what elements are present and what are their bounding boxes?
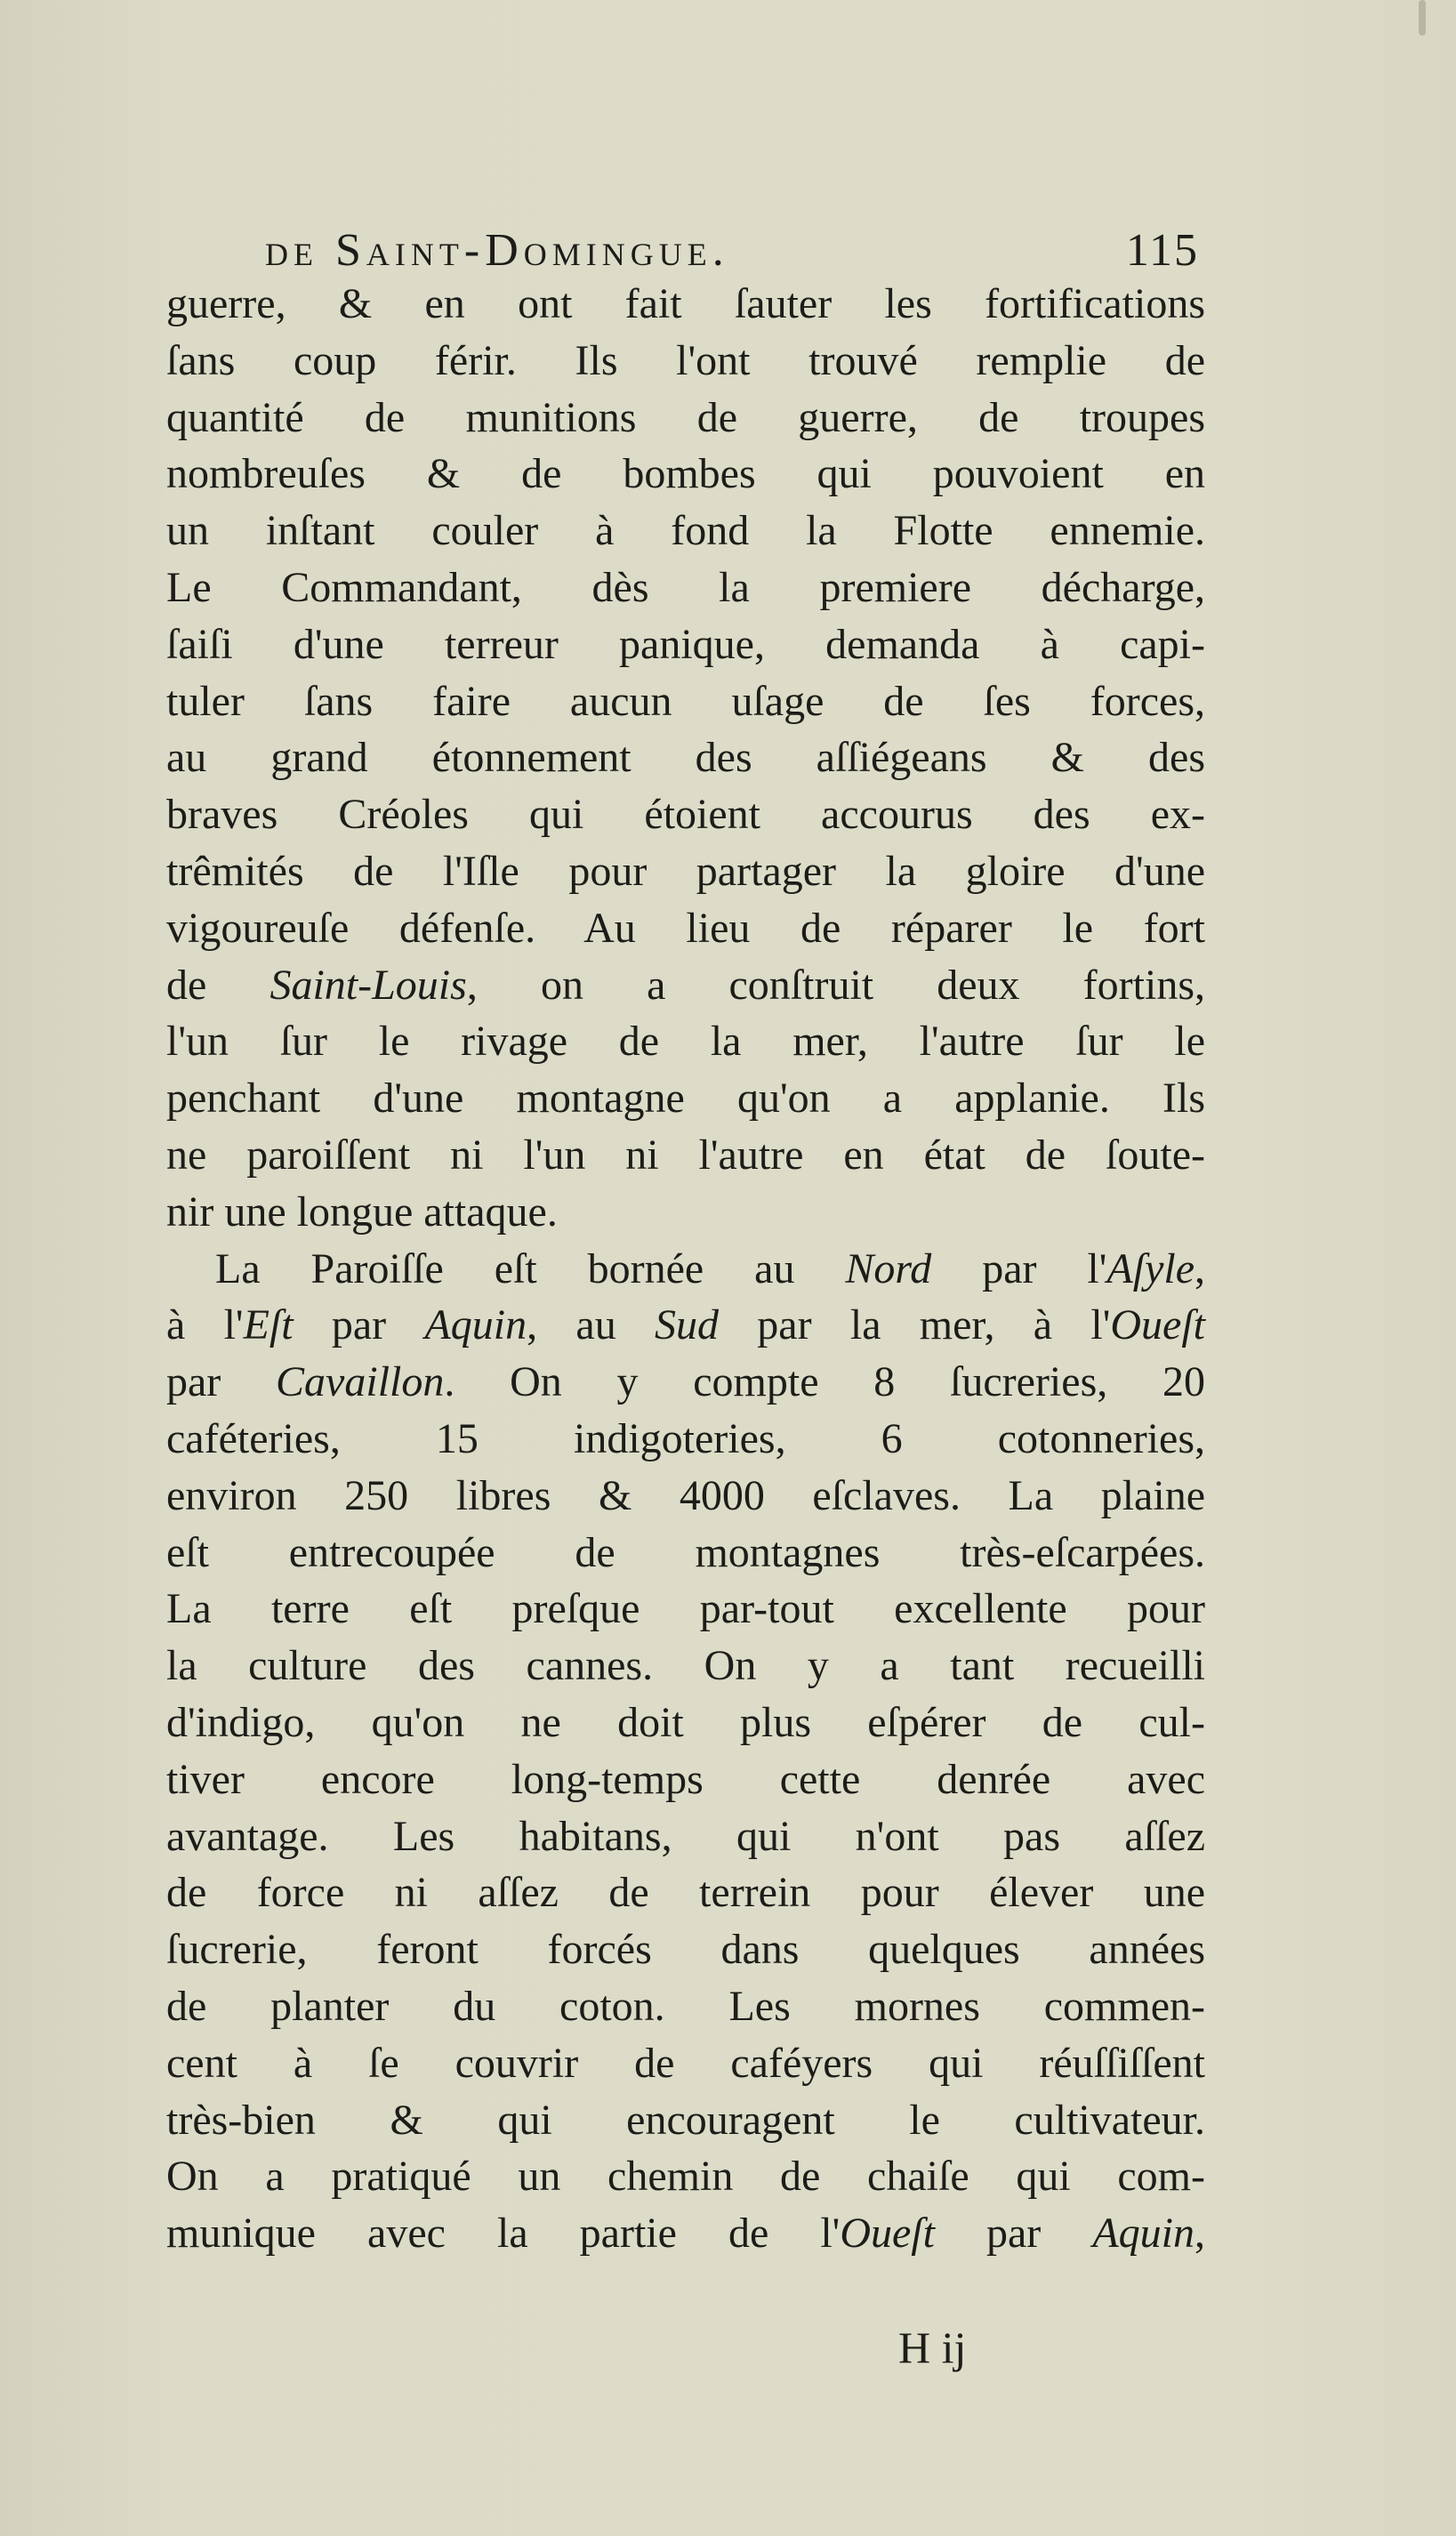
- text-segment: . On y compte 8 ſucreries, 20: [444, 1358, 1205, 1406]
- text-segment: par la mer, à l': [719, 1301, 1111, 1349]
- text-line: [166, 729, 1205, 786]
- text-line: [166, 2092, 1205, 2149]
- text-segment: ,: [1195, 2210, 1205, 2258]
- text-line: [166, 390, 1205, 447]
- text-segment: nir une longue attaque.: [166, 1187, 558, 1236]
- text-segment: La terre eſt preſque par-tout excellente pour: [166, 1585, 1205, 1633]
- text-segment: On a pratiqué un chemin de chaiſe qui com-: [166, 2153, 1205, 2201]
- italic-place-name: Aquin: [1092, 2210, 1195, 2258]
- text-segment: la culture des cannes. On y a tant recueilli: [166, 1642, 1205, 1690]
- italic-place-name: Cavaillon: [276, 1358, 445, 1406]
- text-segment: braves Créoles qui étoient accourus des ex-: [166, 791, 1205, 839]
- italic-place-name: Saint-Louis: [269, 961, 467, 1009]
- text-line: [166, 1525, 1205, 1582]
- text-line: [166, 1184, 1205, 1241]
- italic-place-name: Aquin: [424, 1301, 527, 1349]
- page-number: 115: [1125, 225, 1199, 276]
- text-segment: environ 250 libres & 4000 eſclaves. La plaine: [166, 1471, 1205, 1519]
- text-line: [166, 673, 1205, 730]
- text-line: [166, 1411, 1205, 1468]
- text-line: [166, 900, 1205, 957]
- text-segment: penchant d'une montagne qu'on a applanie. Ils: [166, 1075, 1205, 1123]
- text-segment: par: [166, 1358, 277, 1406]
- text-segment: trêmités de l'Iſle pour partager la gloire d'une: [166, 847, 1205, 895]
- text-line: [166, 1354, 1205, 1411]
- body-text: [166, 276, 1205, 2262]
- text-line: [166, 957, 1205, 1014]
- italic-place-name: Aſyle: [1106, 1244, 1195, 1292]
- page-blemish: [1419, 0, 1426, 36]
- italic-place-name: Oueſt: [840, 2210, 935, 2258]
- text-line: [166, 2205, 1205, 2262]
- text-segment: au grand étonnement des aſſiégeans & des: [166, 734, 1205, 782]
- running-title: de Saint-Domingue.: [265, 225, 729, 276]
- text-line: [166, 1978, 1205, 2035]
- text-line: [166, 1751, 1205, 1808]
- text-segment: ſans coup férir. Ils l'ont trouvé remplie de: [166, 336, 1205, 384]
- italic-place-name: Oueſt: [1110, 1301, 1206, 1349]
- text-segment: quantité de munitions de guerre, de troupes: [166, 393, 1205, 441]
- text-line: [166, 786, 1205, 843]
- text-segment: d'indigo, qu'on ne doit plus eſpérer de cul-: [166, 1698, 1205, 1746]
- text-line: [166, 843, 1205, 900]
- text-line: [166, 1695, 1205, 1751]
- text-segment: caféteries, 15 indigoteries, 6 cotonneries,: [166, 1414, 1205, 1462]
- text-segment: un inſtant couler à fond la Flotte ennemie.: [166, 507, 1205, 555]
- text-line: [166, 503, 1205, 560]
- signature-mark: H ij: [898, 2323, 967, 2372]
- text-segment: Le Commandant, dès la premiere décharge,: [166, 563, 1205, 611]
- italic-place-name: Sud: [655, 1301, 719, 1349]
- text-line: [166, 1864, 1205, 1921]
- text-segment: très-bien & qui encouragent le cultivateur.: [166, 2096, 1205, 2144]
- text-line: [166, 1921, 1205, 1978]
- text-segment: , on a conſtruit deux fortins,: [466, 961, 1205, 1009]
- text-line: [166, 1070, 1205, 1127]
- text-line: [166, 2148, 1205, 2205]
- text-segment: de planter du coton. Les mornes commen-: [166, 1982, 1205, 2030]
- text-line: [166, 1468, 1205, 1525]
- text-line: [166, 1013, 1205, 1070]
- text-line: [166, 2035, 1205, 2092]
- text-line: [166, 616, 1205, 673]
- text-line: [166, 560, 1205, 616]
- text-segment: tiver encore long-temps cette denrée avec: [166, 1755, 1205, 1803]
- text-line: [166, 1297, 1205, 1354]
- text-line: [166, 1581, 1205, 1638]
- text-segment: guerre, & en ont fait ſauter les fortifications: [166, 280, 1205, 327]
- text-segment: à l': [166, 1301, 244, 1349]
- text-line: [166, 1808, 1205, 1865]
- text-segment: ,: [1195, 1244, 1206, 1292]
- text-line: [166, 1241, 1205, 1298]
- text-line: [166, 276, 1205, 333]
- text-line: [166, 333, 1205, 390]
- text-segment: vigoureuſe défenſe. Au lieu de réparer le fort: [166, 904, 1205, 952]
- text-segment: ſaiſi d'une terreur panique, demanda à capi-: [166, 620, 1205, 668]
- text-segment: nombreuſes & de bombes qui pouvoient en: [166, 450, 1205, 498]
- text-segment: de: [166, 961, 270, 1009]
- text-segment: munique avec la partie de l': [166, 2210, 841, 2258]
- text-segment: par: [934, 2210, 1093, 2258]
- text-segment: par l': [931, 1244, 1107, 1292]
- text-line: [166, 446, 1205, 503]
- text-segment: avantage. Les habitans, qui n'ont pas aſſez: [166, 1812, 1205, 1860]
- text-line: [166, 1127, 1205, 1184]
- text-line: [166, 1638, 1205, 1695]
- text-segment: cent à ſe couvrir de caféyers qui réuſſiſſent: [166, 2039, 1205, 2087]
- text-segment: ſucrerie, feront forcés dans quelques années: [166, 1926, 1205, 1974]
- text-segment: ne paroiſſent ni l'un ni l'autre en état de ſoute-: [166, 1131, 1205, 1179]
- text-segment: de force ni aſſez de terrein pour élever une: [166, 1869, 1205, 1917]
- text-segment: , au: [527, 1301, 655, 1349]
- italic-place-name: Nord: [845, 1244, 932, 1292]
- text-segment: l'un ſur le rivage de la mer, l'autre ſur le: [166, 1018, 1205, 1066]
- text-segment: La Paroiſſe eſt bornée au: [215, 1244, 846, 1292]
- text-segment: tuler ſans faire aucun uſage de ſes forces,: [166, 677, 1205, 725]
- text-segment: par: [293, 1301, 425, 1349]
- italic-place-name: Eſt: [243, 1301, 294, 1349]
- text-segment: eſt entrecoupée de montagnes très-eſcarpées.: [166, 1528, 1205, 1576]
